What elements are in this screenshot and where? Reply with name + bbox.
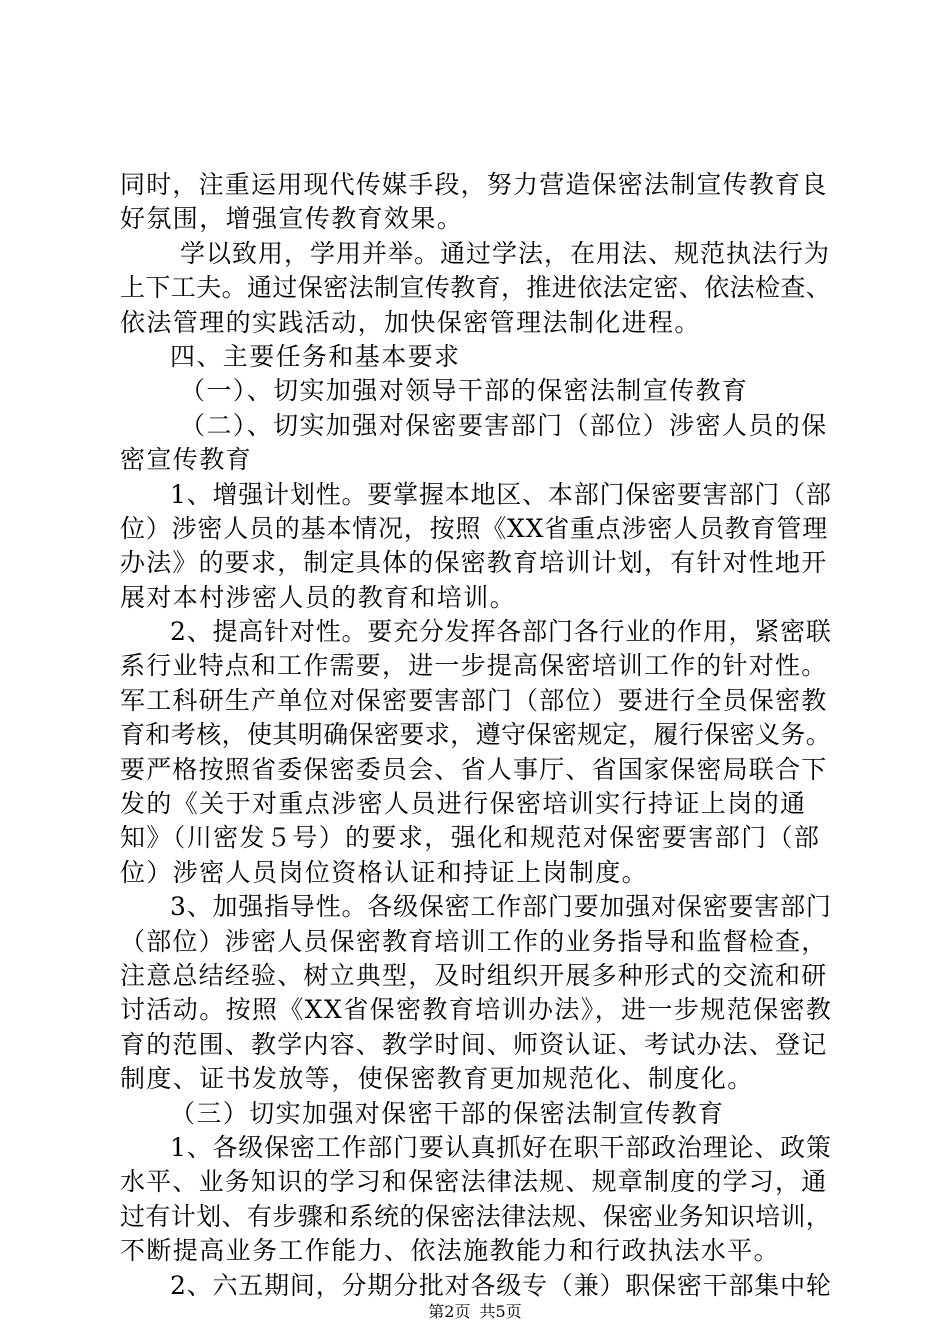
page-number: 第2页 [428,1302,471,1321]
document-line: 3、加强指导性。各级保密工作部门要加强对保密要害部门 [170,892,832,922]
document-line: （一）、切实加强对领导干部的保密法制宣传教育 [180,376,749,406]
document-line: 依法管理的实践活动，加快保密管理法制化进程。 [120,307,701,337]
document-line: 上下工夫。通过保密法制宣传教育，推进依法定密、依法检查、 [120,273,832,303]
document-line: 知》（川密发５号）的要求，强化和规范对保密要害部门（部 [120,823,821,853]
document-line: 密宣传教育 [120,445,253,475]
document-line: 讨活动。按照《XX省保密教育培训办法》，进一步规范保密教 [120,995,833,1025]
document-line: 发的《关于对重点涉密人员进行保密培训实行持证上岗的通 [120,789,807,819]
document-line: 学以致用，学用并举。通过学法，在用法、规范执法行为 [180,238,831,268]
document-line: 军工科研生产单位对保密要害部门（部位）要进行全员保密教 [120,685,828,715]
document-line: 系行业特点和工作需要，进一步提高保密培训工作的针对性。 [120,651,828,681]
document-line: 制度、证书发放等，使保密教育更加规范化、制度化。 [120,1064,754,1094]
document-line: 展对本村涉密人员的教育和培训。 [120,582,517,612]
document-line: 位）涉密人员的基本情况，按照《XX省重点涉密人员教育管理 [120,513,828,543]
document-line: 1、增强计划性。要掌握本地区、本部门保密要害部门（部 [170,479,832,509]
document-line: （二）、切实加强对保密要害部门（部位）涉密人员的保 [180,410,828,440]
document-line: 同时，注重运用现代传媒手段，努力营造保密法制宣传教育良 [120,170,828,199]
document-line: 1、各级保密工作部门要认真抓好在职干部政治理论、政策 [170,1132,832,1162]
document-line: 不断提高业务工作能力、依法施教能力和行政执法水平。 [120,1236,781,1266]
document-line: 水平、业务知识的学习和保密法律法规、规章制度的学习，通 [120,1167,828,1197]
page-footer [0,1302,950,1322]
document-line: 育和考核，使其明确保密要求，遵守保密规定，履行保密义务。 [120,720,832,750]
document-line: 好氛围，增强宣传教育效果。 [120,204,464,234]
document-line: 2、六五期间，分期分批对各级专（兼）职保密干部集中轮 [170,1270,832,1300]
page-total: 共5页 [479,1302,522,1321]
document-line: 过有计划、有步骤和系统的保密法律法规、保密业务知识培训， [120,1201,832,1231]
document-line: 办法》的要求，制定具体的保密教育培训计划，有针对性地开 [120,548,828,578]
document-line: （三）切实加强对保密干部的保密法制宣传教育 [170,1098,725,1128]
document-line: 要严格按照省委保密委员会、省人事厅、省国家保密局联合下 [120,754,828,784]
document-line: （部位）涉密人员保密教育培训工作的业务指导和监督检查， [120,926,828,956]
document-line: 2、提高针对性。要充分发挥各部门各行业的作用，紧密联 [170,617,832,647]
document-body [120,168,832,1303]
document-line: 位）涉密人员岗位资格认证和持证上岗制度。 [120,857,649,887]
document-line: 注意总结经验、树立典型，及时组织开展多种形式的交流和研 [120,960,828,990]
document-line: 育的范围、教学内容、教学时间、师资认证、考试办法、登记 [120,1029,828,1059]
document-line: 四、主要任务和基本要求 [170,341,461,371]
